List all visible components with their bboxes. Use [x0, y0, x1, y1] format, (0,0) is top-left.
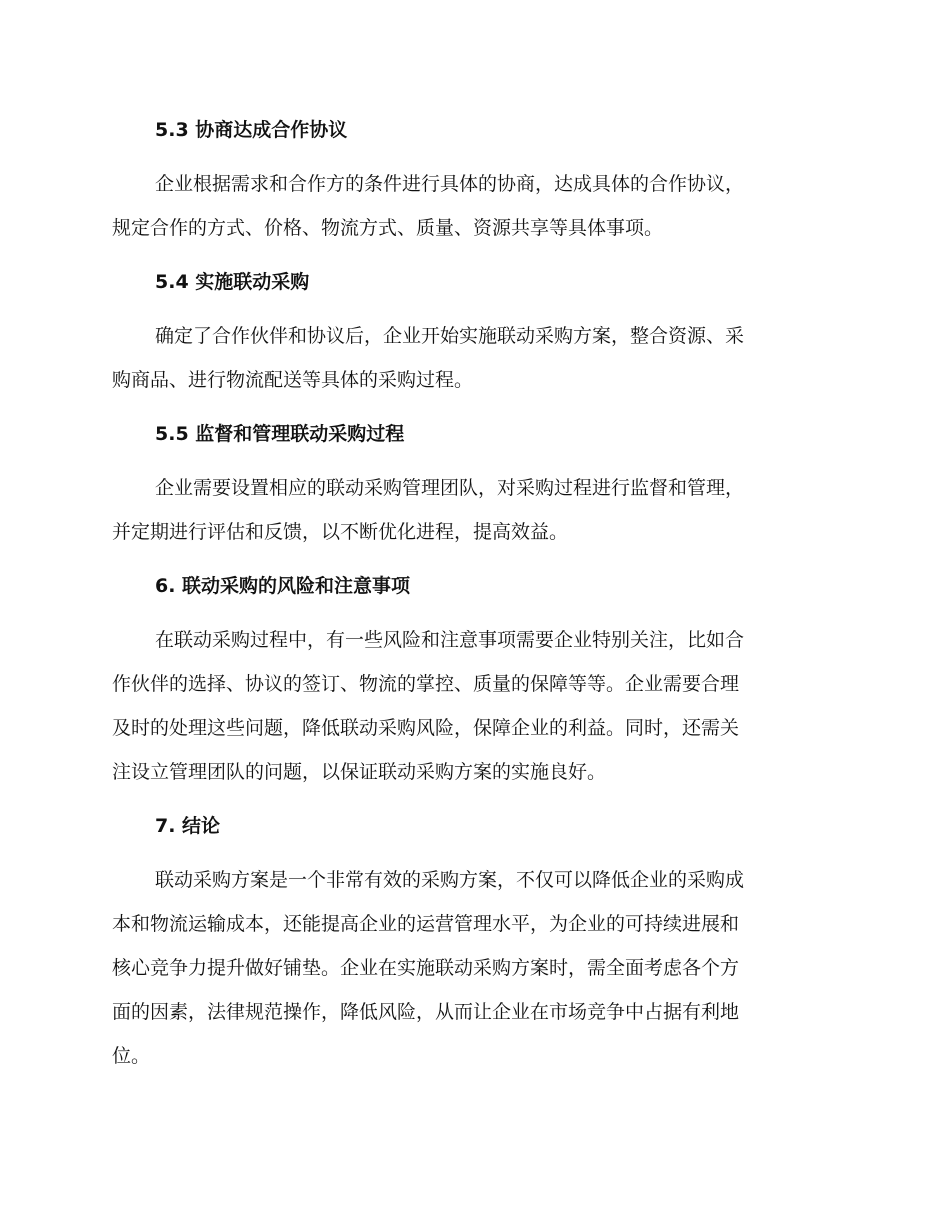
paragraph-line: 作伙伴的选择、协议的签订、物流的掌控、质量的保障等等。企业需要合理 — [112, 673, 740, 695]
section-paragraph — [112, 618, 832, 794]
paragraph-line: 购商品、进行物流配送等具体的采购过程。 — [112, 369, 474, 391]
paragraph-line: 企业需要设置相应的联动采购管理团队，对采购过程进行监督和管理， — [155, 477, 745, 499]
paragraph-line: 在联动采购过程中，有一些风险和注意事项需要企业特别关注，比如合 — [155, 629, 745, 651]
paragraph-line: 规定合作的方式、价格、物流方式、质量、资源共享等具体事项。 — [112, 217, 664, 239]
paragraph-line: 确定了合作伙伴和协议后，企业开始实施联动采购方案，整合资源、采 — [155, 325, 745, 347]
paragraph-line: 并定期进行评估和反馈，以不断优化进程，提高效益。 — [112, 521, 569, 543]
section-heading: 7. 结论 — [155, 815, 221, 837]
paragraph-line: 及时的处理这些问题，降低联动采购风险，保障企业的利益。同时，还需关 — [112, 717, 740, 739]
document-page — [112, 108, 832, 1088]
section-paragraph — [112, 858, 832, 1078]
section-paragraph — [112, 466, 832, 554]
paragraph-line: 核心竞争力提升做好铺垫。企业在实施联动采购方案时，需全面考虑各个方 — [112, 957, 740, 979]
section-heading: 6. 联动采购的风险和注意事项 — [155, 575, 411, 597]
section-heading: 5.4 实施联动采购 — [155, 271, 310, 293]
section-heading: 5.3 协商达成合作协议 — [155, 119, 348, 141]
section-heading: 5.5 监督和管理联动采购过程 — [155, 423, 405, 445]
paragraph-line: 面的因素，法律规范操作，降低风险，从而让企业在市场竞争中占据有利地 — [112, 1001, 740, 1023]
paragraph-line: 注设立管理团队的问题，以保证联动采购方案的实施良好。 — [112, 761, 607, 783]
paragraph-line: 本和物流运输成本，还能提高企业的运营管理水平，为企业的可持续进展和 — [112, 913, 740, 935]
paragraph-line: 企业根据需求和合作方的条件进行具体的协商，达成具体的合作协议， — [155, 173, 745, 195]
paragraph-line: 位。 — [112, 1045, 151, 1067]
section-paragraph — [112, 314, 832, 402]
paragraph-line: 联动采购方案是一个非常有效的采购方案，不仅可以降低企业的采购成 — [155, 869, 745, 891]
section-paragraph — [112, 162, 832, 250]
